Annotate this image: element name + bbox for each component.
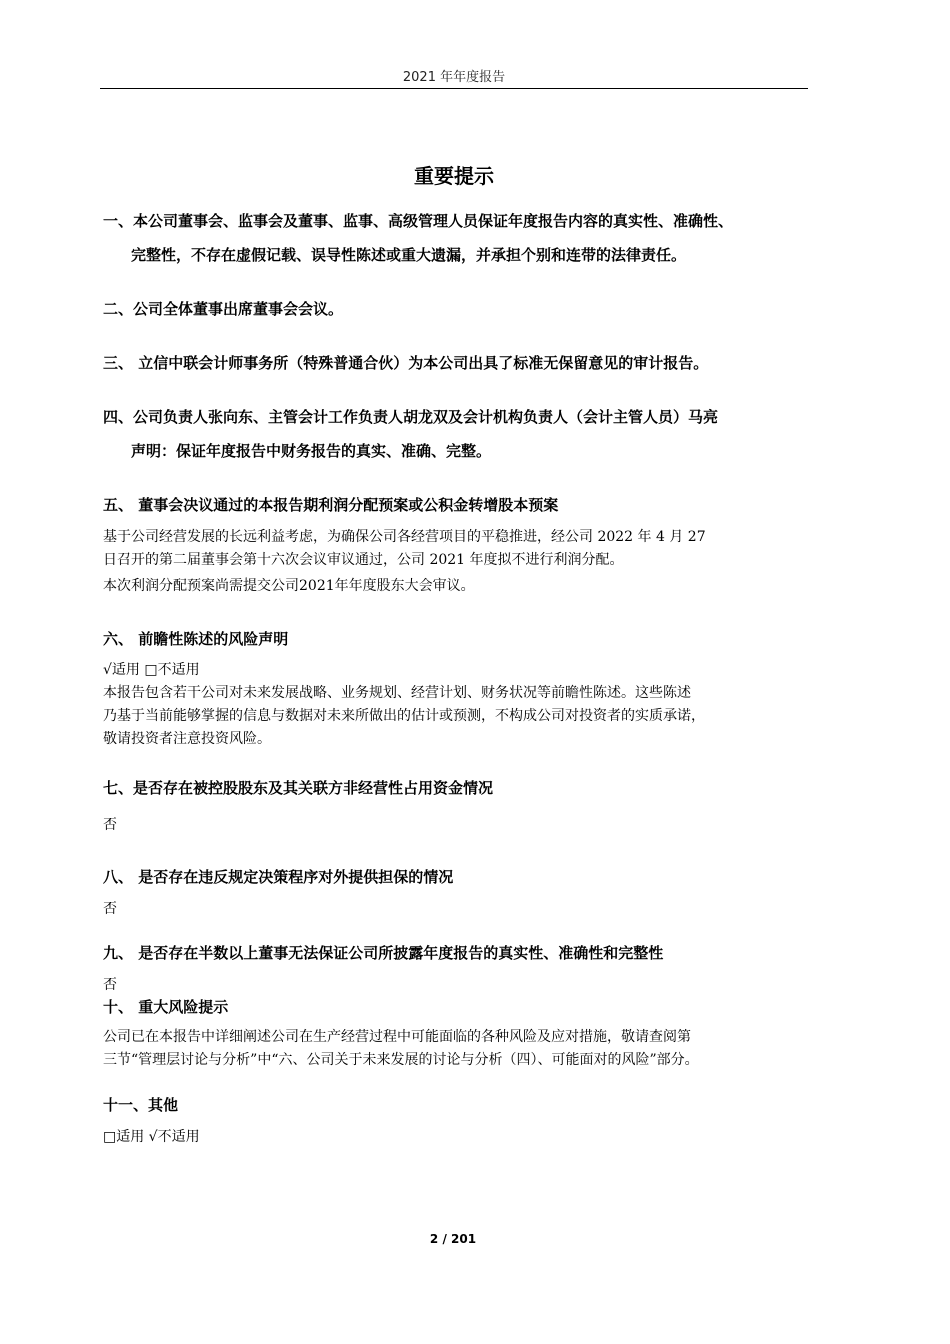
section-9-answer: 否 bbox=[103, 977, 117, 993]
section-6-paragraph-line-2: 乃基于当前能够掌握的信息与数据对未来所做出的估计或预测，不构成公司对投资者的实质承诺， bbox=[103, 708, 705, 724]
section-10-paragraph-line-1: 公司已在本报告中详细阐述公司在生产经营过程中可能面临的各种风险及应对措施，敬请查阅第 bbox=[103, 1029, 691, 1045]
header-divider bbox=[100, 88, 808, 89]
section-11-heading: 十一、其他 bbox=[103, 1096, 179, 1114]
section-6-paragraph-line-1: 本报告包含若干公司对未来发展战略、业务规划、经营计划、财务状况等前瞻性陈述。这些陈述 bbox=[103, 685, 691, 701]
section-3-heading: 三、 立信中联会计师事务所（特殊普通合伙）为本公司出具了标准无保留意见的审计报告。 bbox=[103, 354, 709, 372]
page-number: 2 / 201 bbox=[429, 1232, 477, 1246]
section-8-answer: 否 bbox=[103, 901, 117, 917]
page-header: 2021 年年度报告 bbox=[402, 70, 506, 85]
section-7-heading: 七、是否存在被控股股东及其关联方非经营性占用资金情况 bbox=[103, 779, 494, 797]
section-6-heading: 六、 前瞻性陈述的风险声明 bbox=[103, 630, 289, 648]
section-10-heading: 十、 重大风险提示 bbox=[103, 998, 229, 1016]
section-5-paragraph-line-3: 本次利润分配预案尚需提交公司2021年年度股东大会审议。 bbox=[103, 578, 475, 594]
section-5-paragraph-line-2: 日召开的第二届董事会第十六次会议审议通过，公司 2021 年度拟不进行利润分配。 bbox=[103, 552, 624, 568]
section-9-heading: 九、 是否存在半数以上董事无法保证公司所披露年度报告的真实性、准确性和完整性 bbox=[103, 944, 664, 962]
section-6-applicability: √适用 □不适用 bbox=[103, 662, 200, 678]
page-title: 重要提示 bbox=[414, 164, 494, 188]
section-4-line-1: 四、公司负责人张向东、主管会计工作负责人胡龙双及会计机构负责人（会计主管人员）马亮 bbox=[103, 408, 719, 426]
section-10-paragraph-line-2: 三节“管理层讨论与分析”中“六、公司关于未来发展的讨论与分析（四）、可能面对的风险”部分。 bbox=[103, 1052, 699, 1068]
section-7-answer: 否 bbox=[103, 817, 117, 833]
section-1-line-1: 一、本公司董事会、监事会及董事、监事、高级管理人员保证年度报告内容的真实性、准确性、 bbox=[103, 212, 734, 230]
section-8-heading: 八、 是否存在违反规定决策程序对外提供担保的情况 bbox=[103, 868, 454, 886]
section-6-paragraph-line-3: 敬请投资者注意投资风险。 bbox=[103, 731, 271, 747]
section-5-paragraph-line-1: 基于公司经营发展的长远利益考虑，为确保公司各经营项目的平稳推进，经公司 2022 年 4 月 27 bbox=[103, 529, 706, 545]
section-2-heading: 二、公司全体董事出席董事会会议。 bbox=[103, 300, 344, 318]
section-1-line-2: 完整性，不存在虚假记载、误导性陈述或重大遗漏，并承担个别和连带的法律责任。 bbox=[131, 246, 687, 264]
section-11-applicability: □适用 √不适用 bbox=[103, 1129, 200, 1145]
section-4-line-2: 声明：保证年度报告中财务报告的真实、准确、完整。 bbox=[131, 442, 492, 460]
section-5-heading: 五、 董事会决议通过的本报告期利润分配预案或公积金转增股本预案 bbox=[103, 496, 559, 514]
